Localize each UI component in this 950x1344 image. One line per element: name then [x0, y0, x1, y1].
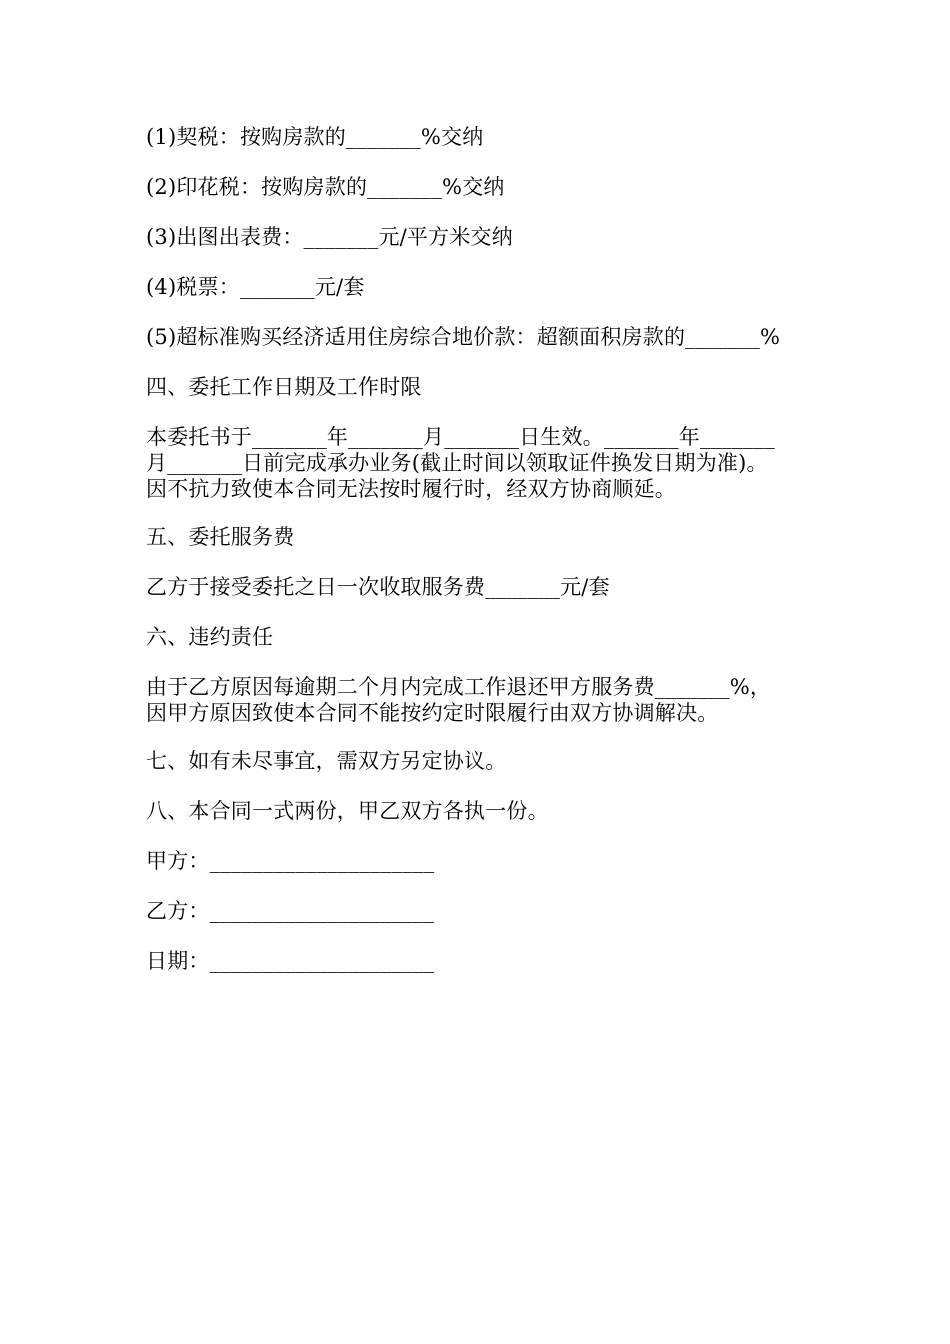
section-seven-line: 七、如有未尽事宜，需双方另定协议。	[146, 749, 507, 773]
tax-deed-line: (1)契税：按购房款的_______%交纳	[146, 125, 484, 149]
party-a-signature-line: 甲方：_____________________	[146, 849, 435, 873]
tax-invoice-line: (4)税票：_______元/套	[146, 275, 365, 299]
section-six-heading: 六、违约责任	[146, 625, 274, 649]
land-price-line: (5)超标准购买经济适用住房综合地价款：超额面积房款的_______%	[146, 325, 781, 349]
section-five-heading: 五、委托服务费	[146, 525, 295, 549]
section-four-heading: 四、委托工作日期及工作时限	[146, 375, 422, 399]
stamp-tax-line: (2)印花税：按购房款的_______%交纳	[146, 175, 505, 199]
service-fee-line: 乙方于接受委托之日一次收取服务费_______元/套	[146, 575, 610, 599]
date-signature-line: 日期：_____________________	[146, 949, 435, 973]
drawing-fee-line: (3)出图出表费：_______元/平方米交纳	[146, 225, 513, 249]
section-eight-line: 八、本合同一式两份，甲乙双方各执一份。	[146, 799, 549, 823]
effective-date-line-2: 月_______日前完成承办业务(截止时间以领取证件换发日期为准)。	[146, 451, 768, 475]
party-b-signature-line: 乙方：_____________________	[146, 899, 435, 923]
breach-line-1: 由于乙方原因每逾期二个月内完成工作退还甲方服务费_______%，	[146, 675, 772, 699]
breach-line-2: 因甲方原因致使本合同不能按约定时限履行由双方协调解决。	[146, 701, 719, 725]
effective-date-line-1: 本委托书于_______年_______月_______日生效。_______年_______	[146, 425, 775, 449]
force-majeure-line: 因不抗力致使本合同无法按时履行时，经双方协商顺延。	[146, 477, 676, 501]
